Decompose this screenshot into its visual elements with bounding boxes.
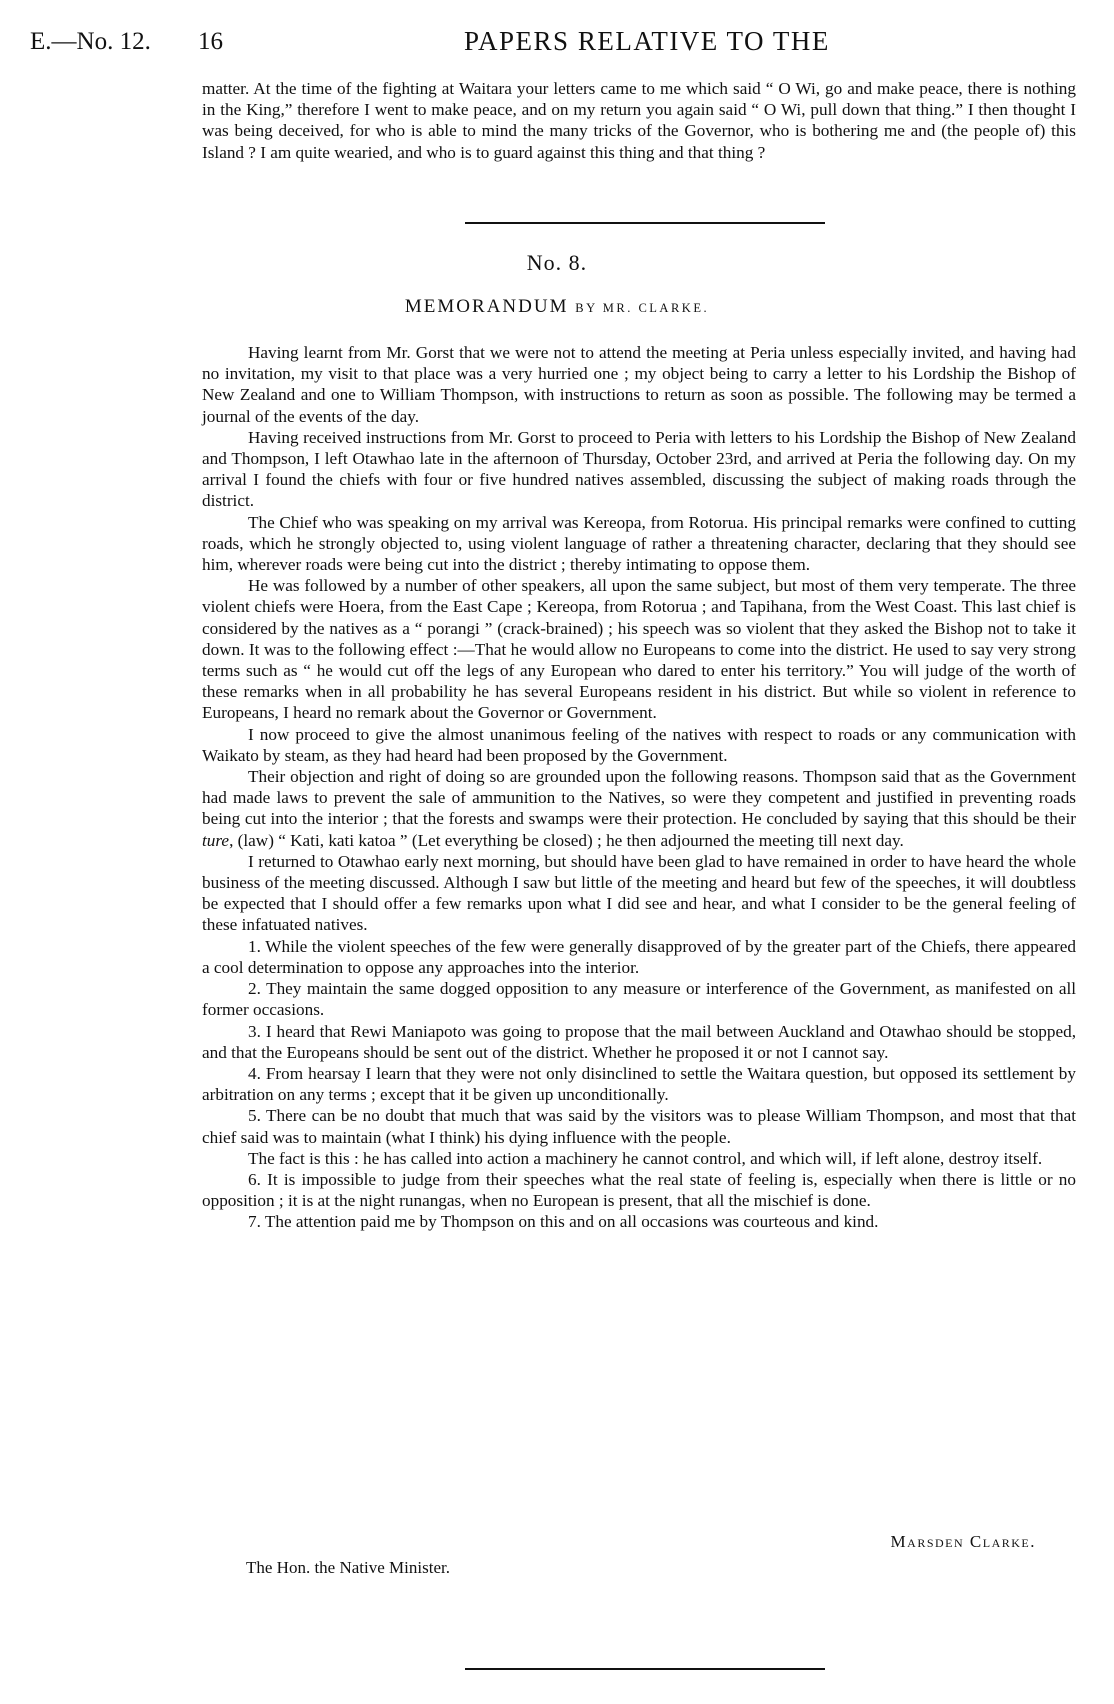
page-number: 16 <box>198 28 223 55</box>
signature: Marsden Clarke. <box>890 1532 1036 1551</box>
body-paragraph: I now proceed to give the almost unanimous feeling of the natives with respect to roads or any communication with Waikato by steam, as they had heard had been proposed by the Government. <box>202 724 1076 765</box>
running-title: PAPERS RELATIVE TO THE <box>464 26 830 56</box>
numbered-point: 2. They maintain the same dogged opposition to any measure or interference of the Government, as manifested on all former occasions. <box>202 979 1076 1020</box>
paper-reference: E.—No. 12. <box>30 28 151 55</box>
intro-text-block <box>202 78 1076 163</box>
numbered-point: 4. From hearsay I learn that they were not only disinclined to settle the Waitara question, but opposed its settlement by arbitration on any terms ; except that it be given up unconditionally. <box>202 1063 1076 1105</box>
ture-term: ture <box>202 830 230 850</box>
section-divider-bottom <box>465 1668 825 1670</box>
section-divider-top <box>465 222 825 224</box>
memo-heading <box>0 296 1114 318</box>
reasons-text-after: , (law) “ Kati, kati katoa ” (Let everything be closed) ; he then adjourned the meeting till next day. <box>229 830 904 850</box>
numbered-point: 1. While the violent speeches of the few were generally disapproved of by the greater part of the Chiefs, there appeared a cool determination to oppose any approaches into the interior. <box>202 936 1076 977</box>
reasons-text-before: Their objection and right of doing so are grounded upon the following reasons. Thompson said that as the Government had made laws to prevent the sale of ammunition to the Natives, so were they competent and justified in preventing roads being cut into the interior ; that the forests and swamps were their protection. He concluded by saying that this should be their <box>202 767 1076 829</box>
memo-heading-main: MEMORANDUM <box>404 296 569 317</box>
document-number: No. 8. <box>526 250 588 275</box>
body-paragraph: The Chief who was speaking on my arrival was Kereopa, from Rotorua. His principal remarks were confined to cutting roads, which he strongly objected to, using violent language of rather a threatening character, declaring that they should see him, wherever roads were being cut into the district ; thereby intimating to oppose them. <box>202 512 1076 575</box>
body-paragraph: The fact is this : he has called into action a machinery he cannot control, and which will, if left alone, destroy itself. <box>248 1148 1043 1168</box>
memo-heading-author: BY MR. CLARKE. <box>575 301 710 315</box>
body-paragraph: Having learnt from Mr. Gorst that we were not to attend the meeting at Peria unless especially invited, and having had no invitation, my visit to that place was a very hurried one ; my object being to carry a letter to his Lordship the Bishop of New Zealand and one to William Thompson, with instructions to return as soon as possible. The following may be termed a journal of the events of the day. <box>202 343 1076 426</box>
numbered-point: 5. There can be no doubt that much that was said by the visitors was to please William Thompson, and most that that chief said was to maintain (what I think) his dying influence with the people. <box>202 1106 1076 1147</box>
numbered-point: 3. I heard that Rewi Maniapoto was going to propose that the mail between Auckland and Otawhao should be stopped, and that the Europeans should be sent out of the district. Whether he proposed it or not I cannot say. <box>202 1021 1076 1062</box>
body-paragraph: He was followed by a number of other speakers, all upon the same subject, but most of them very temperate. The three violent chiefs were Hoera, from the East Cape ; Kereopa, from Rotorua ; and Tapihana, from the West Coast. This last chief is considered by the natives as a “ porangi ” (crack-brained) ; his speech was so violent that they asked the Bishop not to take it down. It was to the following effect :—That he would allow no Europeans to come into the district. He used to say very strong terms such as “ he would cut off the legs of any European who dared to enter his territory.” You will judge of the worth of these remarks when in all probability he has several Europeans resident in his district. But while so violent in reference to Europeans, I heard no remark about the Governor or Government. <box>202 576 1076 723</box>
page-header <box>30 22 1074 62</box>
memo-body <box>202 342 1076 1233</box>
intro-paragraph: matter. At the time of the fighting at Waitara your letters came to me which said “ O Wi, go and make peace, there is nothing in the King,” therefore I went to make peace, and on my return you again said “ O Wi, pull down that thing.” I then thought I was being deceived, for who is able to mind the many tricks of the Governor, who is bothering me and (the people of) this Island ? I am quite wearied, and who is to guard against this thing and that thing ? <box>202 79 1076 162</box>
body-paragraph: Having received instructions from Mr. Gorst to proceed to Peria with letters to his Lordship the Bishop of New Zealand and Thompson, I left Otawhao late in the afternoon of Thursday, October 23rd, and arrived at Peria the following day. On my arrival I found the chiefs with four or five hundred natives assembled, discussing the subject of making roads through the district. <box>202 427 1076 511</box>
numbered-point: 7. The attention paid me by Thompson on this and on all occasions was courteous and kind. <box>248 1212 879 1232</box>
numbered-point: 6. It is impossible to judge from their speeches what the real state of feeling is, especially when there is little or no opposition ; it is at the night runangas, when no European is present, that all the mischief is done. <box>202 1169 1076 1211</box>
body-paragraph: I returned to Otawhao early next morning, but should have been glad to have remained in order to have heard the whole business of the meeting discussed. Although I saw but little of the meeting and heard but few of the speeches, it will doubtless be expected that I should offer a few remarks upon what I did see and hear, and what I consider to be the general feeling of these infatuated natives. <box>202 851 1076 935</box>
addressee: The Hon. the Native Minister. <box>246 1558 450 1577</box>
body-paragraph-reasons <box>202 766 1076 851</box>
